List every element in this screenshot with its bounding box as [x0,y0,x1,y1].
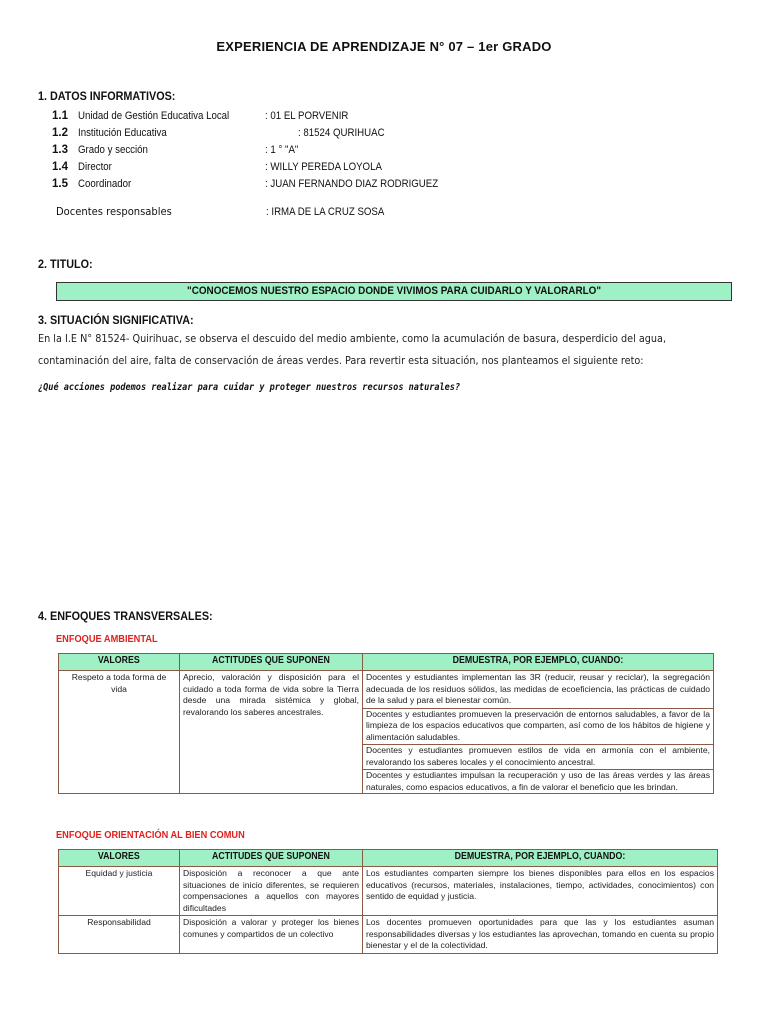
table-header-row [59,850,718,867]
table-row [59,916,718,954]
datos-value-2: : 81524 QURIHUAC [298,127,385,139]
datos-value-3: : 1 ° "A" [265,144,299,156]
datos-label-3: Grado y sección [78,144,148,156]
bien-comun-valor-1: Equidad y justicia [59,867,180,916]
datos-value-1: : 01 EL PORVENIR [265,110,349,122]
section-titulo-heading: 2. TITULO: [38,257,93,271]
ambiental-ejemplo-2: Docentes y estudiantes promueven la preservación de entornos saludables, a favor de la limpieza de los espacios educativos que comparten, así como de los hábitos de higiene y alimentación saludables. [363,708,713,746]
ambiental-actitud: Aprecio, valoración y disposición para el cuidado a toda forma de vida sobre la Tierra desde una mirada sistémica y global, revalorando los saberes ancestrales. [180,671,363,794]
section-situacion-heading: 3. SITUACIÓN SIGNIFICATIVA: [38,313,194,327]
ambiental-ejemplos [363,671,714,794]
titulo-banner [56,282,732,301]
bien-comun-actitud-2: Disposición a valorar y proteger los bienes comunes y compartidos de un colectivo [180,916,363,954]
document-title: EXPERIENCIA DE APRENDIZAJE N° 07 – 1er GRADO [216,39,552,54]
table-row [59,867,718,916]
enfoque-ambiental-table [58,653,714,794]
datos-label-4: Director [78,161,112,173]
enfoque-bien-comun-label: ENFOQUE ORIENTACIÓN AL BIEN COMUN [56,829,245,841]
datos-value-4: : WILLY PEREDA LOYOLA [265,161,382,173]
header-demuestra: DEMUESTRA, POR EJEMPLO, CUANDO: [363,654,714,671]
ambiental-ejemplo-1: Docentes y estudiantes implementan las 3R (reducir, reusar y reciclar), la segregación adecuada de los residuos sólidos, las medidas de ecoeficiencia, las prácticas de cuidado de la salud y para el bienestar común. [363,671,713,709]
ambiental-ejemplo-3: Docentes y estudiantes promueven estilos de vida en armonía con el ambiente, revalorando los saberes locales y el conocimiento ancestral. [363,744,713,770]
section-datos-heading: 1. DATOS INFORMATIVOS: [38,89,176,103]
enfoque-ambiental-label: ENFOQUE AMBIENTAL [56,633,158,645]
bien-comun-valor-2: Responsabilidad [59,916,180,954]
header-actitudes: ACTITUDES QUE SUPONEN [180,850,363,867]
docentes-value: : IRMA DE LA CRUZ SOSA [266,206,385,218]
header-valores: VALORES [59,850,180,867]
datos-num-2: 1.2 [52,127,68,139]
docentes-label: Docentes responsables [56,206,172,218]
datos-label-1: Unidad de Gestión Educativa Local [78,110,230,122]
datos-num-1: 1.1 [52,110,68,122]
enfoque-bien-comun-table [58,849,718,954]
datos-label-2: Institución Educativa [78,127,167,139]
section-enfoques-heading: 4. ENFOQUES TRANSVERSALES: [38,609,213,623]
datos-num-5: 1.5 [52,178,68,190]
table-row [59,671,714,794]
header-valores: VALORES [59,654,180,671]
situacion-line-1: En la I.E N° 81524- Quirihuac, se observa el descuido del medio ambiente, como la acumulación de basura, desperdicio del agua, [38,333,667,345]
bien-comun-actitud-1: Disposición a reconocer a que ante situaciones de inicio diferentes, se requieren compensaciones a aquellos con mayores dificultades [180,867,363,916]
titulo-text: "CONOCEMOS NUESTRO ESPACIO DONDE VIVIMOS PARA CUIDARLO Y VALORARLO" [186,285,602,297]
datos-num-4: 1.4 [52,161,68,173]
ambiental-ejemplo-4: Docentes y estudiantes impulsan la recuperación y uso de las áreas verdes y las áreas naturales, como espacios educativos, a fin de valorar el beneficio que les brindan. [366,770,710,792]
situacion-line-2: contaminación del aire, falta de conservación de áreas verdes. Para revertir esta situación, nos planteamos el siguiente reto: [38,355,644,367]
datos-num-3: 1.3 [52,144,68,156]
header-demuestra: DEMUESTRA, POR EJEMPLO, CUANDO: [363,850,718,867]
datos-value-5: : JUAN FERNANDO DIAZ RODRIGUEZ [265,178,439,190]
ambiental-valor: Respeto a toda forma de vida [59,671,180,794]
header-actitudes: ACTITUDES QUE SUPONEN [180,654,363,671]
table-header-row [59,654,714,671]
situacion-question: ¿Qué acciones podemos realizar para cuidar y proteger nuestros recursos naturales? [38,382,461,393]
bien-comun-ejemplo-1: Los estudiantes comparten siempre los bienes disponibles para ellos en los espacios educativos (recursos, materiales, instalaciones, tiempo, actividades, conocimientos) con sentido de equidad y justicia. [363,867,718,916]
bien-comun-ejemplo-2: Los docentes promueven oportunidades para que las y los estudiantes asuman responsabilidades diversas y los estudiantes las aprovechan, tomando en cuenta su propio bienestar y el de la colectividad. [363,916,718,954]
datos-label-5: Coordinador [78,178,132,190]
